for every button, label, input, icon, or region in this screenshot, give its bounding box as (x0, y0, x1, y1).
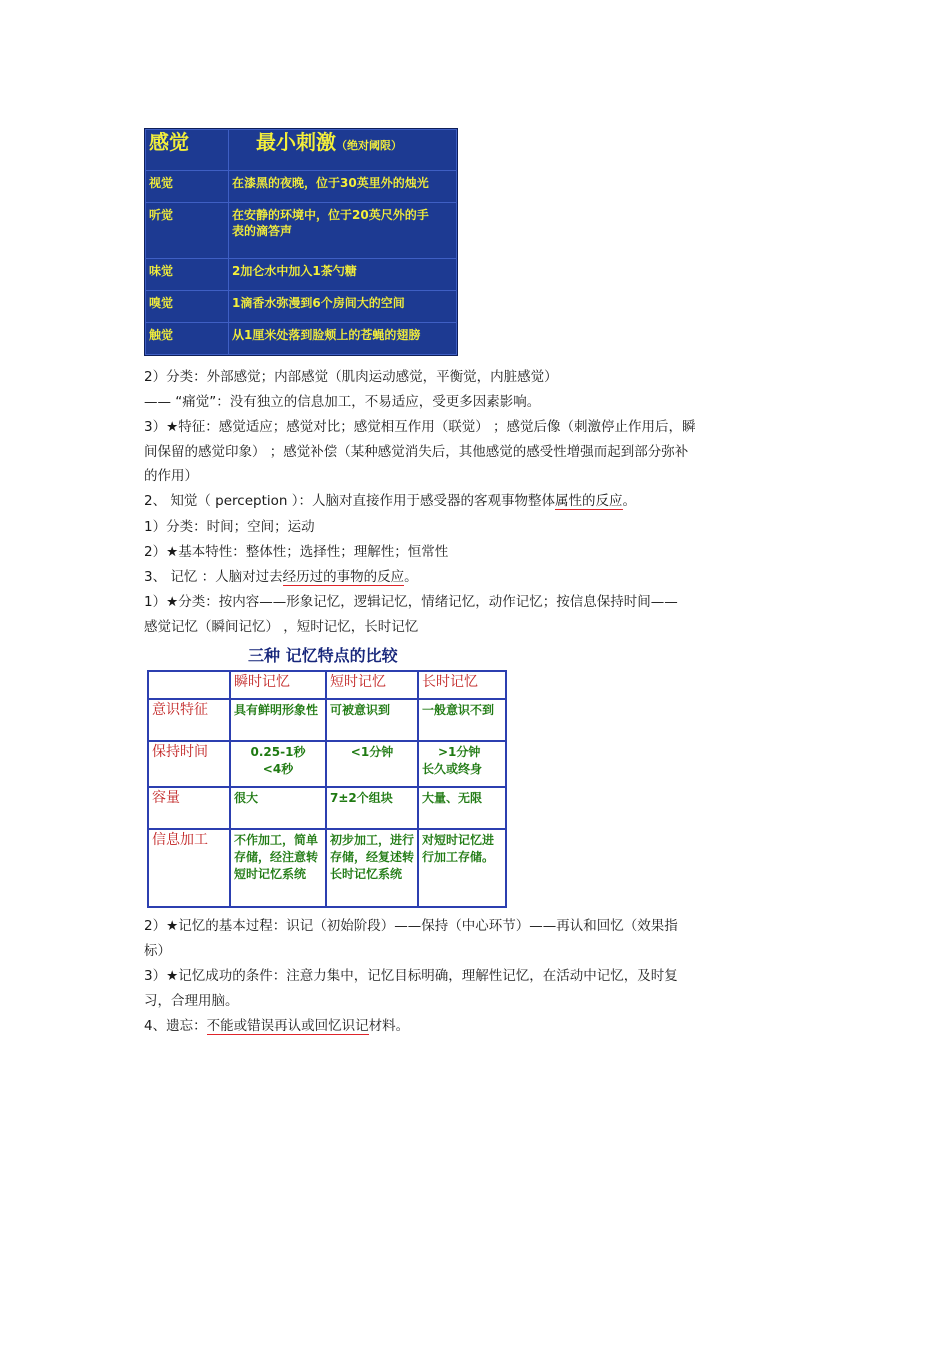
table-cell: 具有鲜明形象性 (230, 699, 326, 741)
text-line: 的作用） (144, 468, 198, 484)
text-line: 间保留的感觉印象） ；感觉补偿（某种感觉消失后，其他感觉的感受性增强而起到部分弥补 (144, 444, 689, 460)
text-line-forgetting: 4、遗忘：不能或错误再认或回忆识记材料。 (144, 1018, 410, 1034)
text-line: 3）★特征：感觉适应；感觉对比；感觉相互作用（联觉） ；感觉后像（刺激停止作用后，瞬 (144, 419, 696, 435)
sensation-stimulus-cell: 在安静的环境中，位于20英尺外的手 表的滴答声 (229, 202, 457, 258)
text-line: 2）★基本特性：整体性；选择性；理解性；恒常性 (144, 544, 449, 560)
text-line: 标） (144, 943, 171, 959)
sensation-sense-cell: 听觉 (146, 202, 229, 258)
memory-comparison-table (147, 670, 505, 906)
table-cell: 很大 (230, 787, 326, 829)
table-cell: 大量、无限 (418, 787, 506, 829)
table-header-cell: 瞬时记忆 (230, 671, 326, 699)
table-corner-cell (148, 671, 230, 699)
table-cell: 初步加工，进行存储，经复述转长时记忆系统 (326, 829, 418, 907)
sensation-stimulus-cell: 从1厘米处落到脸颊上的苍蝇的翅膀 (229, 323, 457, 355)
text-line: —— “痛觉”：没有独立的信息加工，不易适应，受更多因素影响。 (144, 394, 541, 410)
sensation-stimulus-cell: 2加仑水中加入1茶勺糖 (229, 259, 457, 291)
table-header-cell: 短时记忆 (326, 671, 418, 699)
table-cell: 对短时记忆进行加工存储。 (418, 829, 506, 907)
sensation-sense-cell: 嗅觉 (146, 291, 229, 323)
text-line: 2）分类：外部感觉；内部感觉（肌肉运动感觉，平衡觉，内脏感觉） (144, 369, 558, 385)
table-cell: 0.25-1秒 <4秒 (230, 741, 326, 787)
text-line: 1）分类：时间；空间；运动 (144, 519, 315, 535)
text-line: 2）★记忆的基本过程：识记（初始阶段）——保持（中心环节）——再认和回忆（效果指 (144, 918, 678, 934)
text-line: 3）★记忆成功的条件：注意力集中，记忆目标明确，理解性记忆，在活动中记忆，及时复 (144, 968, 678, 984)
sensation-sense-cell: 触觉 (146, 323, 229, 355)
table-cell: 可被意识到 (326, 699, 418, 741)
sensation-stimulus-cell: 在漆黑的夜晚，位于30英里外的烛光 (229, 171, 457, 203)
table-header-cell: 长时记忆 (418, 671, 506, 699)
table-row-label: 保持时间 (148, 741, 230, 787)
sensation-sense-cell: 视觉 (146, 171, 229, 203)
memory-table-title: 三种 记忆特点的比较 (248, 646, 398, 665)
table-cell: >1分钟 长久或终身 (418, 741, 506, 787)
underlined-text: 不能或错误再认或回忆识记 (206, 1018, 369, 1034)
table-row-label: 容量 (148, 787, 230, 829)
sensation-sense-cell: 味觉 (146, 259, 229, 291)
underlined-text: 属性的反应 (555, 493, 623, 509)
text-line: 1）★分类：按内容——形象记忆，逻辑记忆，情绪记忆，动作记忆；按信息保持时间—— (144, 594, 678, 610)
table-row-label: 信息加工 (148, 829, 230, 907)
text-line: 感觉记忆（瞬间记忆） ，短时记忆，长时记忆 (144, 619, 419, 635)
sensation-threshold-table (144, 128, 458, 356)
table-cell: 7±2个组块 (326, 787, 418, 829)
sensation-header-sense: 感觉 (146, 130, 229, 171)
underlined-text: 经历过的事物的反应 (282, 569, 405, 585)
sensation-header-stimulus: 最小刺激（绝对阈限） (229, 130, 457, 171)
sensation-stimulus-cell: 1滴香水弥漫到6个房间大的空间 (229, 291, 457, 323)
text-line-memory: 3、 记忆 ：人脑对过去经历过的事物的反应。 (144, 569, 418, 585)
table-cell: 不作加工，简单存储，经注意转短时记忆系统 (230, 829, 326, 907)
table-cell: <1分钟 (326, 741, 418, 787)
text-line: 习，合理用脑。 (144, 993, 239, 1009)
text-line-perception: 2、 知觉（ perception ）：人脑对直接作用于感受器的客观事物整体属性的反应。 (144, 493, 636, 509)
table-cell: 一般意识不到 (418, 699, 506, 741)
sensation-header-note: （绝对阈限） (336, 139, 402, 152)
table-row-label: 意识特征 (148, 699, 230, 741)
